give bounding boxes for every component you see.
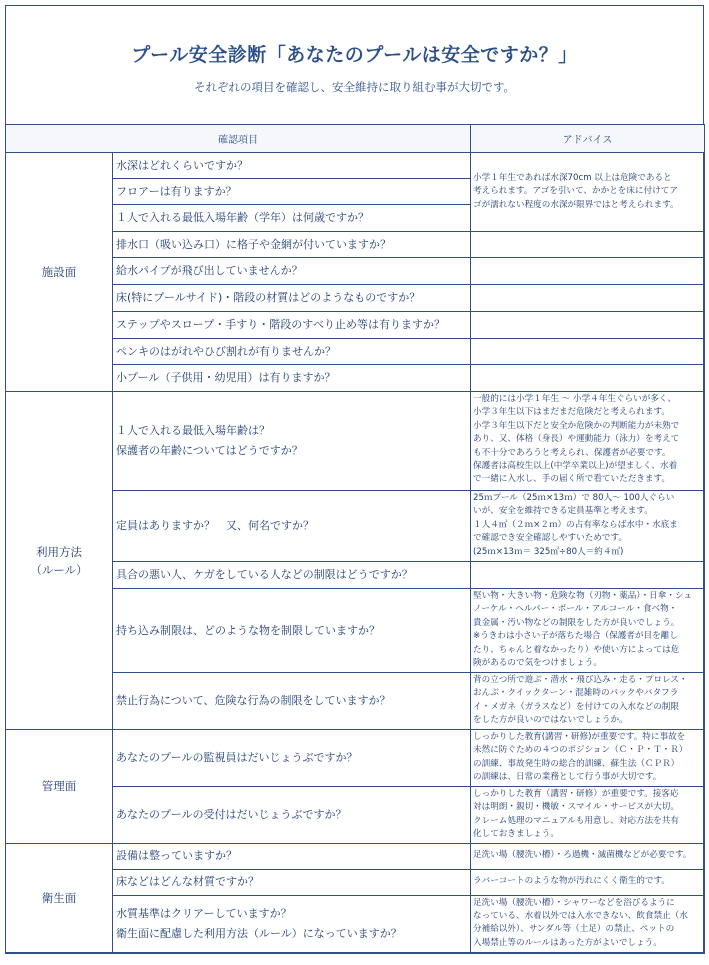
advice-line: 未然に防ぐための４つのポジション（Ｃ・Ｐ・Ｔ・Ｒ） [473,745,688,756]
advice-line: クレーム処理のマニュアルも用意し、対応方法を共有 [473,815,679,826]
advice-line: ※うきわは小さい子が落ちた場合（保護者が目を離し [473,631,678,642]
header [6,6,703,125]
page-title: プール安全診断「あなたのプールは安全ですか？」 [131,44,578,66]
question-sick-injured: 具合の悪い人、ケガをしている人などの制限はどうですか？ [113,562,471,589]
advice-line: 足洗い場（腰洗い槽）・シャワーなどを浴びるように [473,897,675,908]
page-frame [5,5,704,953]
advice-prohibited-acts [471,673,705,730]
question-lifeguard: あなたのプールの監視員はだいじょうぶですか？ [113,730,471,787]
advice-line: 小学３年生以下だと安全か危険かの判断能力が未熟で [473,420,680,431]
advice-line: ゴが濡れない程度の水深が限界ではと考えられます。 [473,199,679,210]
advice-empty [471,365,705,392]
column-header-advice: アドバイス [471,125,705,153]
advice-line: あり、又、体格（身長）や運動能力（泳力）を考えて [473,434,680,445]
question-water-quality [113,895,471,953]
question-small-pool: 小プール（子供用・幼児用）は有りますか？ [113,365,471,392]
question-capacity: 定員はありますか？ 又、何名ですか？ [113,491,471,562]
advice-line: の訓練は、日常の業務として行う事が大切です。 [473,772,662,783]
advice-empty [471,562,705,589]
advice-line: 化しておきましょう。 [473,829,559,840]
advice-line: 小学１年生であれば水深70cm 以上は危険であると [473,172,672,183]
category-management: 管理面 [6,730,113,844]
category-usage [6,392,113,730]
advice-line: をした方が良いのではないでしょうか。 [473,715,628,726]
advice-line: いが、安全を維持できる定員基準と考えます。 [473,506,653,517]
advice-capacity [471,491,705,562]
advice-line: 一般的には小学１年生 〜 小学４年生ぐらいが多く、 [473,394,676,404]
question-min-age: １人で入れる最低入場年齢（学年）は何歳ですか？ [113,205,471,232]
question-floor-material: 床(特にプールサイド)・階段の材質はどのようなものですか？ [113,285,471,312]
question-anti-slip: ステップやスロープ・手すり・階段のすべり止め等は有りますか？ [113,312,471,339]
advice-carry-in [471,589,705,673]
question-water-depth: 水深はどれくらいですか？ [113,153,471,179]
question-supply-pipe: 給水パイプが飛び出していませんか？ [113,258,471,285]
advice-line: 険があるので気をつけましょう。 [473,658,602,669]
advice-line: ノーケル・ヘルパー・ボール・アルコール・食べ物・ [473,604,678,615]
advice-floor-hygiene: ラバーコートのような物が汚れにくく衛生的です。 [471,869,705,895]
advice-line: イ・メガネ（ガラスなど）を付けての入水などの制限 [473,701,679,712]
advice-line: おんぶ・クイックターン・混雑時のバックやバタフラ [473,688,679,699]
advice-water-quality [471,895,705,953]
question-equipment: 設備は整っていますか？ [113,843,471,869]
question-line: 衛生面に配慮した利用方法（ルール）になっていますか？ [116,927,402,941]
page-subtitle: それぞれの項目を確認し、安全維持に取り組む事が大切です。 [193,80,516,94]
question-reception: あなたのプールの受付はだいじょうぶですか？ [113,787,471,844]
question-carry-in: 持ち込み制限は、どのような物を制限していますか？ [113,589,471,673]
advice-line: 堅い物・大きい物・危険な物（刃物・薬品）・日傘・シュ [473,591,692,601]
advice-line: も不十分であろうと考えられ、保護者が必要です。 [473,447,671,458]
table-row [6,843,705,869]
advice-empty [471,258,705,285]
table-header-row [6,125,705,153]
advice-equipment: 足洗い場（腰洗い槽）・ろ過機・滅菌機などが必要です。 [471,843,705,869]
question-line: １人で入れる最低入場年齢は？ [116,424,270,437]
advice-line: １人４㎡（２ｍ×２ｍ）の占有率ならば水中・水底ま [473,519,678,530]
question-prohibited-acts: 禁止行為について、危険な行為の制限をしていますか？ [113,673,471,730]
question-paint: ペンキのはがれやひび割れが有りませんか？ [113,339,471,365]
table-row [6,730,705,787]
question-floor: フロアーは有りますか？ [113,179,471,205]
table-row [6,153,705,179]
advice-line: しっかりした教育（講習・研修）が重要です。接客応 [473,789,679,799]
advice-line: (25ｍ×13ｍ＝ 325㎡÷80人＝約４㎡) [473,546,624,557]
question-line: 保護者の年齢についてはどうですか？ [116,444,303,457]
category-hygiene: 衛生面 [6,843,113,953]
advice-line: 考えられます。アゴを引いて、かかとを床に付けてア [473,186,678,197]
advice-line: しっかりした教育(講習・研修)が重要です。特に事故を [473,732,686,742]
advice-entry-age [471,392,705,491]
advice-empty [471,312,705,339]
question-drain: 排水口（吸い込み口）に格子や金網が付いていますか？ [113,232,471,258]
diagnosis-table [5,124,705,954]
advice-line: 入場禁止等のルールはあった方がよいでしょう。 [473,937,662,948]
advice-line: 保護者は高校生以上(中学卒業以上)が望ましく、水着 [473,461,678,472]
advice-line: 背の立つ所で遊ぶ・潜水・飛び込み・走る・プロレス・ [473,675,688,685]
advice-line: なっている、水着以外では入水できない、飲食禁止（水 [473,911,688,922]
advice-line: 小学３年生以下はまだまだ危険だと考えられます。 [473,407,670,418]
advice-line: 貴金属・汚い物などの制限をした方が良いでしょう。 [473,617,680,628]
advice-line: 25ｍプール（25ｍ×13ｍ）で 80人〜 100人ぐらい [473,493,675,503]
question-entry-age-guardian [113,392,471,491]
advice-line: たり、ちゃんと着なかったり）や使い方によっては危 [473,644,680,655]
advice-water-depth [471,153,705,232]
advice-reception [471,787,705,844]
advice-empty [471,339,705,365]
question-line: 水質基準はクリアーしていますか？ [116,907,292,921]
advice-lifeguard [471,730,705,787]
category-usage-line2: （ルール） [30,562,88,577]
table-row [6,392,705,491]
column-header-check: 確認項目 [6,125,471,153]
question-floor-hygiene: 床などはどんな材質ですか？ [113,869,471,895]
advice-line: の訓練、事故発生時の総合的訓練、蘇生法（ＣＰＲ） [473,758,680,769]
category-facility: 施設面 [6,153,113,392]
advice-empty [471,232,705,258]
category-usage-line1: 利用方法 [36,544,82,559]
advice-line: 対は明朗・親切・機敏・スマイル・サービスが大切。 [473,802,679,813]
advice-line: で確認でき安全確認しやすいためです。 [473,533,628,544]
advice-empty [471,285,705,312]
advice-line: 分補給以外）、サンダル等（土足）の禁止、ペットの [473,924,675,935]
advice-line: で一緒に入水し、手の届く所で看ていただきます。 [473,474,670,485]
